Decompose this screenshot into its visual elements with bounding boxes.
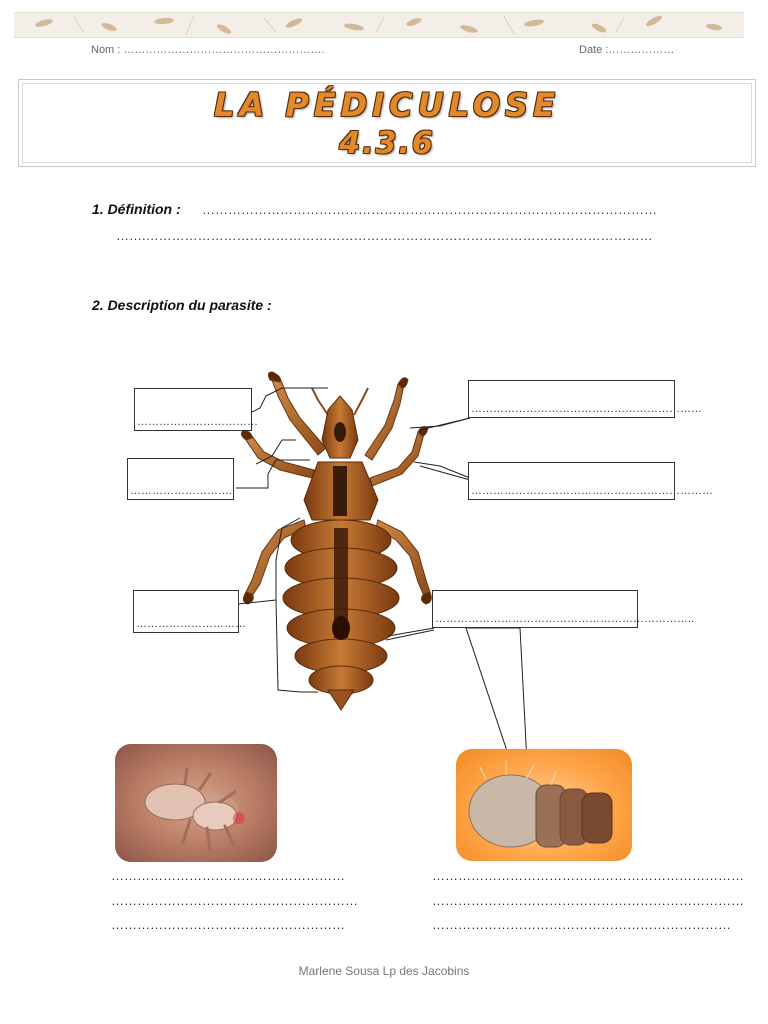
- answer-line-right: ………………………………………………………………: [432, 893, 744, 908]
- page-title: LA PÉDICULOSE: [214, 86, 560, 124]
- definition-heading: 1. Définition :: [92, 201, 181, 217]
- definition-answer-line: …….………………………………………………………………………………………………………: [116, 228, 653, 243]
- label-blank: ………………………………………………………: [471, 403, 702, 415]
- louse-abdomen-spot: [332, 616, 350, 640]
- answer-line-left: ………………………………………………: [111, 917, 345, 932]
- footer-credit: Marlene Sousa Lp des Jacobins: [298, 964, 470, 978]
- louse-head-marking: [334, 422, 346, 442]
- answer-line-right: ………………………………………………………………: [432, 868, 744, 883]
- label-box-left-middle[interactable]: [127, 458, 234, 500]
- louse-closeup-photo: [456, 749, 632, 861]
- page-subtitle: 4.3.6: [339, 126, 435, 161]
- answer-line-left: ………………………………………………: [111, 868, 345, 883]
- label-box-left-top[interactable]: [134, 388, 258, 431]
- label-blank: …………………………: [136, 618, 246, 630]
- louse-on-skin-image: [115, 744, 277, 862]
- answer-line-right: ……………………………………………………………: [432, 917, 731, 932]
- label-box-right-top[interactable]: [468, 380, 702, 418]
- date-field: Date :………………: [579, 44, 675, 56]
- louse-closeup-image: [456, 749, 632, 861]
- louse-on-skin-photo: [115, 744, 277, 862]
- label-box-right-bottom[interactable]: [432, 590, 695, 628]
- label-blank: …………………………………………………………: [471, 485, 713, 497]
- description-heading: 2. Description du parasite :: [92, 297, 272, 313]
- label-box-left-bottom[interactable]: [133, 590, 246, 633]
- name-field: Nom : ……………………………………………….: [91, 44, 325, 56]
- label-box-right-middle[interactable]: [468, 462, 713, 500]
- louse-thorax-marking: [333, 466, 347, 516]
- label-blank: ……………………….: [130, 485, 233, 497]
- label-blank: ……………………………: [137, 416, 258, 428]
- definition-answer-line: ……………………………………………………………………………………………: [202, 202, 657, 217]
- label-blank: ……………………………………………………………..: [435, 613, 695, 625]
- answer-line-left: …………………………………………………: [111, 893, 358, 908]
